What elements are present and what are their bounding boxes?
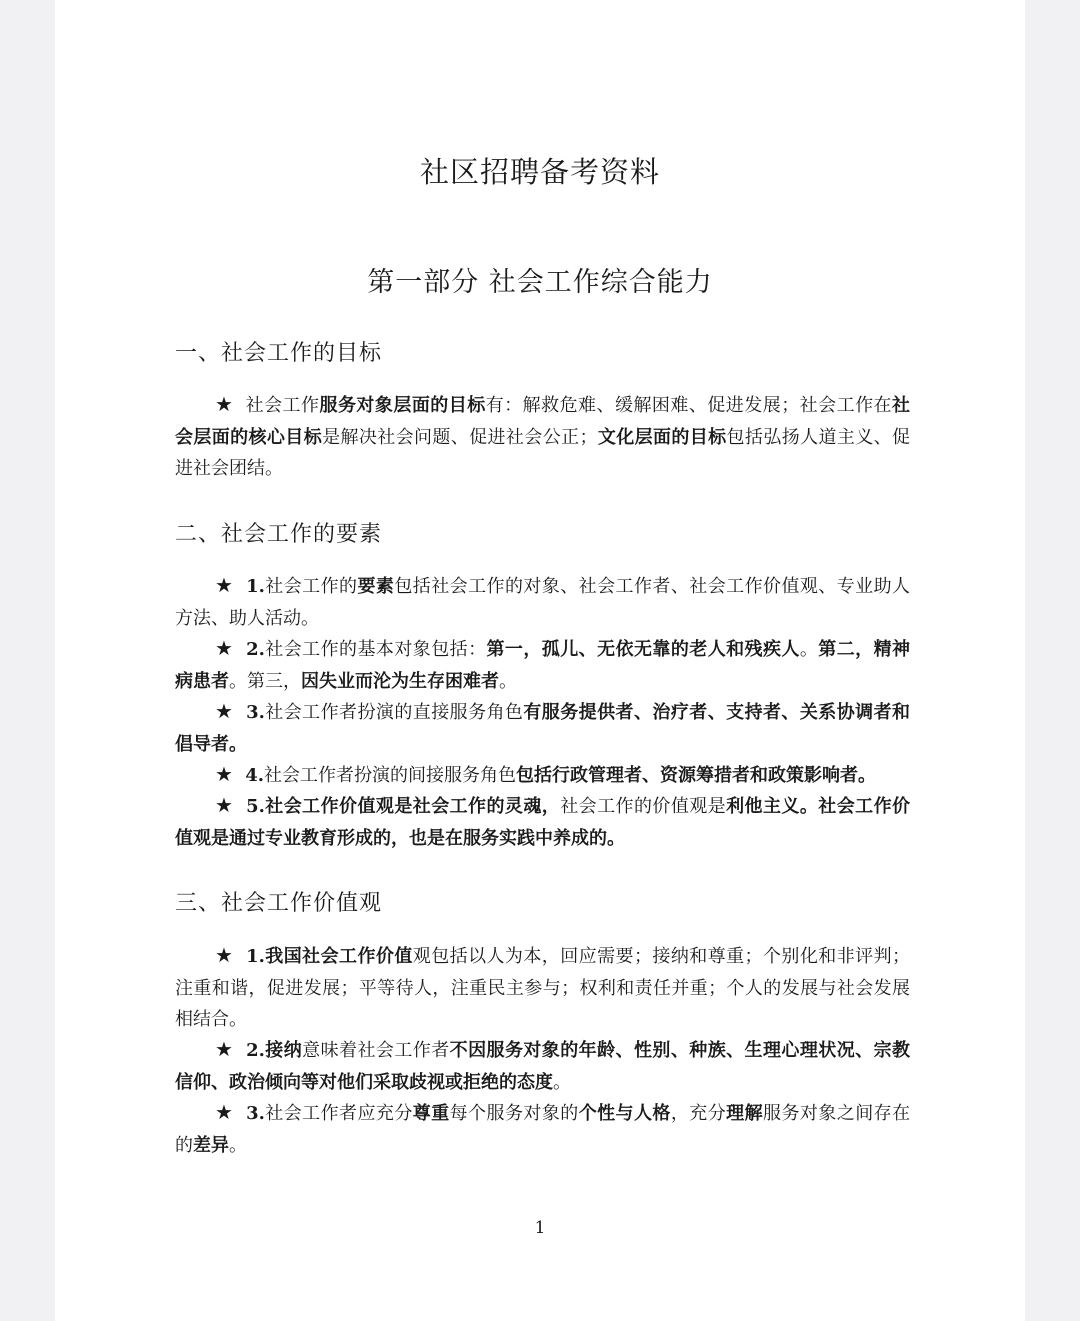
paragraph: [175, 940, 910, 1036]
text-run: 社会工作者应充分: [264, 1103, 413, 1124]
text-run: 服务对象之间存在的: [175, 1103, 911, 1156]
document-page: [55, 0, 1025, 1321]
text-run: 。: [499, 670, 517, 692]
section-heading-values: 三、社会工作价值观: [175, 891, 383, 916]
text-run: 包括弘扬人道主义、促进社会团结。: [175, 426, 911, 479]
star-icon: ★: [215, 793, 234, 817]
paragraph: [175, 1097, 910, 1161]
star-icon: ★: [215, 943, 234, 967]
section-heading-goals: 一、社会工作的目标: [175, 341, 383, 366]
bold-text: 尊重: [412, 1103, 450, 1124]
bold-text: 2.: [239, 639, 265, 660]
text-run: 包括社会工作的对象、社会工作者、社会工作价值观、专业助人方法、助人活动。: [175, 576, 911, 629]
bold-text: 第一，孤儿、无依无靠的老人和残疾人: [486, 639, 800, 660]
star-icon: ★: [215, 573, 234, 597]
text-run: 观包括以人为本，回应需要；接纳和尊重；个别化和非评判；注重和谐，促进发展；平等待人，注重民主参与；权利和责任并重；个人的发展与社会发展相结合。: [175, 946, 911, 1030]
star-icon: ★: [215, 762, 233, 786]
bold-text: 差异: [193, 1134, 229, 1156]
bold-text: 因失业而沦为生存困难者: [301, 670, 499, 692]
star-icon: ★: [215, 699, 234, 723]
text-run: 每个服务对象的: [449, 1103, 579, 1124]
paragraph: [175, 389, 910, 485]
bold-text: 服务对象层面的目标: [319, 395, 486, 416]
paragraph: [175, 1034, 910, 1098]
star-icon: ★: [215, 392, 234, 416]
text-run: 社会工作: [239, 395, 320, 416]
part-title: 第一部分 社会工作综合能力: [367, 267, 713, 298]
section-heading-elements: 二、社会工作的要素: [175, 522, 383, 547]
bold-text: 要素: [357, 576, 395, 597]
bold-text: 3.: [239, 702, 265, 723]
paragraph: [175, 759, 910, 792]
bold-text: 第二，精神病患者: [175, 639, 911, 692]
text-run: ，充分: [670, 1103, 727, 1124]
bold-text: 包括行政管理者、资源筹措者和政策影响者。: [516, 765, 876, 786]
text-run: 社会工作者扮演的直接服务角色: [264, 702, 524, 723]
bold-text: 社会层面的核心目标: [175, 395, 911, 448]
text-run: 社会工作的价值观是: [560, 796, 727, 817]
text-run: 是解决社会问题、促进社会公正；: [322, 426, 598, 448]
paragraph: [175, 633, 910, 697]
text-run: 社会工作的: [264, 576, 358, 597]
bold-text: 1.: [239, 576, 265, 597]
bold-text: 5.社会工作价值观是社会工作的灵魂，: [239, 796, 561, 817]
text-run: 社会工作的基本对象包括：: [264, 639, 487, 660]
bold-text: 不因服务对象的年龄、性别、种族、生理心理状况、宗教信仰、政治倾向等对他们采取歧视或拒绝的态度: [175, 1040, 911, 1093]
bold-text: 文化层面的目标: [597, 426, 727, 448]
bold-text: 4.: [238, 765, 264, 786]
bold-text: 有服务提供者、治疗者、支持者、关系协调者和倡导者。: [175, 702, 911, 755]
text-run: 社会工作者扮演的间接服务角色: [264, 765, 516, 786]
bold-text: 利他主义。社会工作价值观是通过专业教育形成的，也是在服务实践中养成的。: [175, 796, 911, 849]
bold-text: 2.接纳: [239, 1040, 303, 1061]
text-run: 有：解救危难、缓解困难、促进发展；社会工作在: [485, 395, 893, 416]
document-title: 社区招聘备考资料: [419, 155, 660, 189]
bold-text: 个性与人格: [578, 1103, 671, 1124]
star-icon: ★: [215, 1037, 234, 1061]
bold-text: 3.: [239, 1103, 265, 1124]
text-run: 意味着社会工作者: [302, 1040, 450, 1061]
page-number: 1: [534, 1218, 546, 1238]
text-run: 。: [799, 639, 819, 660]
text-run: 。: [553, 1071, 571, 1093]
star-icon: ★: [215, 1100, 234, 1124]
paragraph: [175, 696, 910, 760]
text-run: 。第三，: [229, 670, 301, 692]
paragraph: [175, 570, 910, 634]
star-icon: ★: [215, 636, 234, 660]
paragraph: [175, 790, 910, 854]
bold-text: 1.我国社会工作价值: [239, 946, 413, 967]
bold-text: 理解: [726, 1103, 764, 1124]
text-run: 。: [229, 1134, 247, 1156]
